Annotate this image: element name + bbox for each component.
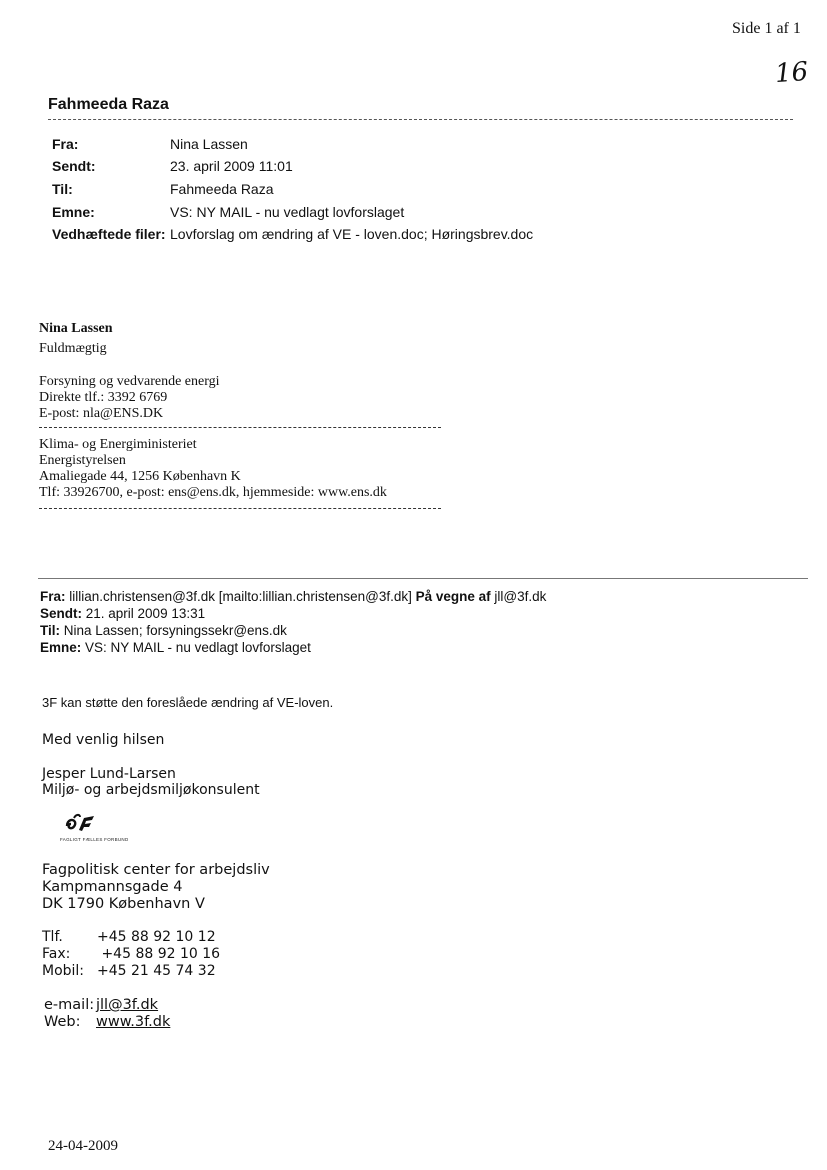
signature-divider — [39, 427, 441, 428]
contact-phone-row — [42, 929, 216, 945]
forwarded-sent-value: 21. april 2009 13:31 — [85, 606, 206, 621]
message-greeting: Med venlig hilsen — [42, 732, 165, 748]
email-label: e-mail: — [44, 997, 95, 1013]
logo-mark-icon — [64, 812, 100, 834]
contact-city: DK 1790 København V — [42, 896, 205, 912]
web-link[interactable]: www.3f.dk — [96, 1014, 171, 1030]
signature-contact: Tlf: 33926700, e-post: ens@ens.dk, hjemmeside: www.ens.dk — [39, 485, 387, 500]
page-number-label: Side 1 af 1 — [732, 20, 801, 37]
message-sender-role: Miljø- og arbejdsmiljøkonsulent — [42, 782, 260, 798]
forwarded-subject-value: VS: NY MAIL - nu vedlagt lovforslaget — [85, 640, 311, 655]
subject-label: Emne: — [52, 204, 95, 220]
forwarded-to-value: Nina Lassen; forsyningssekr@ens.dk — [63, 623, 287, 638]
message-body: 3F kan støtte den foreslåede ændring af VE-loven. — [42, 695, 334, 710]
email-link[interactable]: jll@3f.dk — [96, 997, 159, 1013]
signature-name: Nina Lassen — [39, 321, 113, 336]
signature-department: Forsyning og vedvarende energi — [39, 374, 220, 389]
footer-date: 24-04-2009 — [48, 1138, 118, 1154]
phone-value: +45 88 92 10 12 — [97, 929, 216, 945]
mobile-value: +45 21 45 74 32 — [97, 963, 216, 979]
header-divider — [48, 119, 793, 120]
forwarded-to-line — [40, 623, 287, 638]
signature-divider — [39, 508, 441, 509]
subject-value: VS: NY MAIL - nu vedlagt lovforslaget — [170, 204, 405, 220]
contact-email-row — [44, 997, 158, 1013]
web-label: Web: — [44, 1014, 81, 1030]
forwarded-on-behalf-label: På vegne af — [415, 589, 491, 604]
forwarded-subject-line — [40, 640, 311, 655]
forwarded-sent-label: Sendt: — [40, 606, 82, 621]
signature-agency: Energistyrelsen — [39, 453, 126, 468]
mailbox-owner-name: Fahmeeda Raza — [48, 96, 169, 113]
fax-value: +45 88 92 10 16 — [97, 946, 221, 962]
to-label: Til: — [52, 181, 73, 197]
phone-label: Tlf. — [42, 929, 63, 945]
from-label: Fra: — [52, 136, 79, 152]
signature-title: Fuldmægtig — [39, 341, 107, 356]
message-sender-name: Jesper Lund-Larsen — [42, 766, 176, 782]
contact-center: Fagpolitisk center for arbejdsliv — [42, 862, 270, 878]
fax-label: Fax: — [42, 946, 71, 962]
forwarded-subject-label: Emne: — [40, 640, 82, 655]
signature-phone: Direkte tlf.: 3392 6769 — [39, 390, 168, 405]
attachments-label: Vedhæftede filer: — [52, 226, 166, 242]
from-value: Nina Lassen — [170, 136, 248, 152]
mobile-label: Mobil: — [42, 963, 85, 979]
signature-email: E-post: nla@ENS.DK — [39, 406, 164, 421]
to-value: Fahmeeda Raza — [170, 181, 274, 197]
handwritten-page-mark: 16 — [773, 56, 810, 90]
signature-ministry: Klima- og Energiministeriet — [39, 437, 197, 452]
forwarded-from-label: Fra: — [40, 589, 66, 604]
forwarded-from-line — [40, 589, 546, 604]
logo-text: FAGLIGT FÆLLES FORBUND — [60, 837, 129, 842]
forwarded-divider — [38, 578, 808, 579]
sent-value: 23. april 2009 11:01 — [170, 158, 293, 174]
attachments-value: Lovforslag om ændring af VE - loven.doc; Høringsbrev.doc — [170, 226, 534, 242]
forwarded-sent-line — [40, 606, 205, 621]
contact-street: Kampmannsgade 4 — [42, 879, 183, 895]
forwarded-to-label: Til: — [40, 623, 60, 638]
signature-address: Amaliegade 44, 1256 København K — [39, 469, 241, 484]
sent-label: Sendt: — [52, 158, 96, 174]
contact-mobile-row — [42, 963, 216, 979]
contact-web-row — [44, 1014, 170, 1030]
union-logo — [60, 812, 129, 848]
forwarded-from-value: lillian.christensen@3f.dk [mailto:lillian.christensen@3f.dk] — [69, 589, 412, 604]
forwarded-on-behalf-value: jll@3f.dk — [494, 589, 547, 604]
contact-fax-row — [42, 946, 220, 962]
